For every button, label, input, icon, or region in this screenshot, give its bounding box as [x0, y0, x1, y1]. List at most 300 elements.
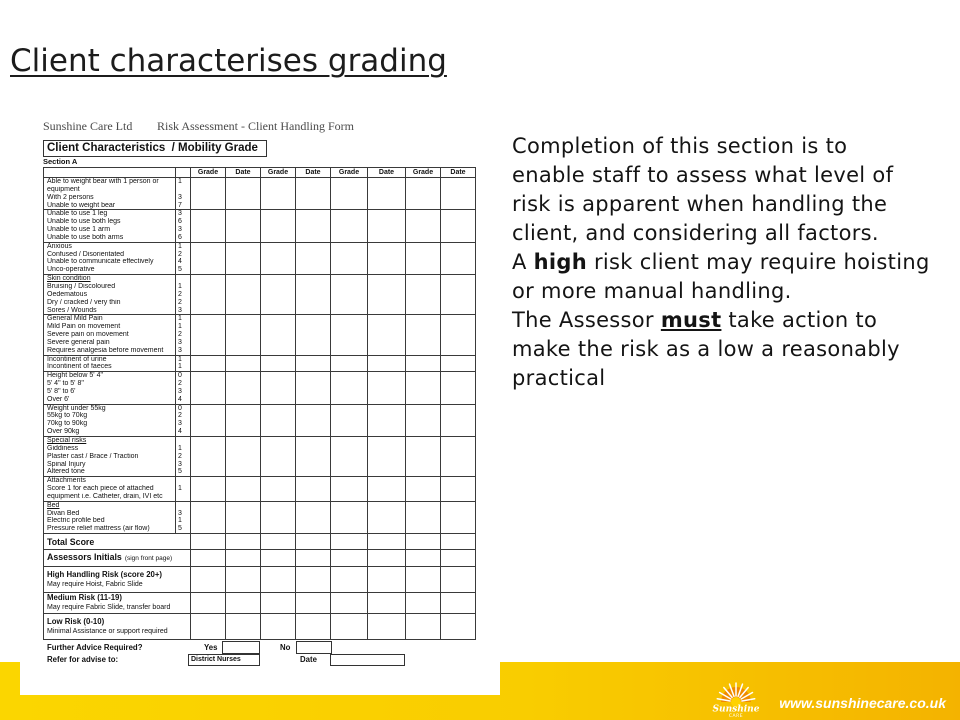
date-entry-cell — [226, 437, 261, 477]
criteria-score: 5 — [178, 266, 182, 274]
criteria-label-cell — [44, 178, 176, 210]
criteria-row — [44, 404, 476, 436]
grade-entry-cell — [261, 550, 296, 567]
criteria-label: Divan Bed — [47, 509, 80, 517]
criteria-score: 1 — [178, 282, 182, 290]
date-entry-cell — [296, 534, 331, 550]
summary-heading — [47, 570, 190, 580]
grade-entry-cell — [406, 614, 441, 640]
date-entry-cell — [296, 477, 331, 502]
criteria-score — [178, 275, 190, 283]
referral-value-box — [188, 654, 260, 666]
criteria-score: 2 — [178, 298, 182, 306]
grade-entry-cell — [261, 178, 296, 210]
grade-entry-cell — [406, 534, 441, 550]
date-entry-cell — [441, 210, 476, 242]
grade-entry-cell — [191, 372, 226, 404]
date-entry-cell — [226, 242, 261, 274]
criteria-score: 3 — [178, 509, 182, 517]
criteria-score — [178, 502, 190, 510]
grade-entry-cell — [261, 372, 296, 404]
criteria-score: 1 — [178, 355, 182, 363]
description-text: The Assessor — [512, 308, 661, 332]
criteria-score: 1 — [178, 242, 182, 250]
date-entry-cell — [296, 437, 331, 477]
criteria-row — [44, 178, 476, 210]
further-advice-no: No — [280, 643, 291, 652]
criteria-label: Pressure relief mattress (air flow) — [47, 525, 150, 533]
grade-entry-cell — [261, 275, 296, 315]
criteria-label: Height below 5' 4" — [47, 372, 103, 380]
criteria-score: 3 — [178, 387, 182, 395]
date-entry-cell — [226, 614, 261, 640]
description-text: client, and considering all factors. — [512, 221, 879, 245]
grade-entry-cell — [331, 501, 368, 533]
referral-date-label: Date — [300, 655, 317, 664]
date-entry-cell — [368, 614, 406, 640]
grade-entry-cell — [331, 404, 368, 436]
criteria-label: Mild Pain on movement — [47, 323, 121, 331]
date-entry-cell — [441, 355, 476, 372]
grade-entry-cell — [331, 315, 368, 355]
criteria-label: Weight under 55kg — [47, 404, 106, 412]
criteria-label-cell — [44, 355, 176, 372]
section-label: Section A — [43, 157, 78, 166]
date-entry-cell — [368, 372, 406, 404]
criteria-label: equipment i.e. Catheter, drain, IVI etc — [47, 492, 163, 500]
date-entry-cell — [441, 315, 476, 355]
criteria-subheading: Special risks — [47, 437, 87, 444]
date-entry-cell — [441, 404, 476, 436]
date-entry-cell — [368, 593, 406, 614]
grade-entry-cell — [261, 404, 296, 436]
criteria-label: Giddiness — [47, 444, 79, 452]
description-text: take action to — [721, 308, 878, 332]
criteria-score-cell — [176, 275, 191, 315]
date-entry-cell — [441, 567, 476, 593]
grade-entry-cell — [261, 315, 296, 355]
criteria-score: 5 — [178, 525, 182, 533]
summary-heading — [47, 617, 190, 627]
referral-label: Refer for advise to: — [47, 655, 119, 664]
description-line — [512, 190, 930, 219]
grade-entry-cell — [261, 355, 296, 372]
criteria-score: 2 — [178, 380, 182, 388]
summary-title: High Handling Risk (score 20+) — [47, 569, 163, 579]
criteria-score: 3 — [178, 338, 182, 346]
criteria-label: Oedematous — [47, 290, 88, 298]
criteria-label: Unable to use both legs — [47, 218, 121, 226]
description-line — [512, 161, 930, 190]
date-entry-cell — [368, 550, 406, 567]
criteria-label: Electric profile bed — [47, 517, 105, 525]
summary-label-cell — [44, 593, 191, 614]
description-line — [512, 219, 930, 248]
grade-entry-cell — [191, 210, 226, 242]
date-entry-cell — [368, 275, 406, 315]
grade-entry-cell — [261, 567, 296, 593]
criteria-label: Unco-operative — [47, 266, 95, 274]
criteria-score: 0 — [178, 404, 182, 412]
summary-row — [44, 614, 476, 640]
criteria-score-cell — [176, 210, 191, 242]
date-entry-cell — [368, 534, 406, 550]
date-entry-cell — [368, 501, 406, 533]
grade-entry-cell — [191, 178, 226, 210]
criteria-score: 4 — [178, 428, 182, 436]
criteria-score: 4 — [178, 258, 182, 266]
date-entry-cell — [296, 501, 331, 533]
yes-checkbox — [222, 641, 260, 654]
grade-entry-cell — [191, 477, 226, 502]
criteria-score: 2 — [178, 250, 182, 258]
date-entry-cell — [441, 242, 476, 274]
criteria-subheading: Skin condition — [47, 275, 91, 283]
summary-label-cell — [44, 534, 191, 550]
criteria-label: 70kg to 90kg — [47, 420, 88, 428]
criteria-row — [44, 242, 476, 274]
referral-date-box — [330, 654, 405, 666]
date-entry-cell — [296, 210, 331, 242]
description-line — [512, 248, 930, 277]
criteria-subheading: Bed — [47, 501, 60, 509]
summary-label-cell — [44, 567, 191, 593]
criteria-label: Over 6' — [47, 395, 70, 403]
date-entry-cell — [226, 210, 261, 242]
description-text: A — [512, 250, 534, 274]
date-entry-cell — [296, 372, 331, 404]
grade-entry-cell — [261, 477, 296, 502]
description-text: Completion of this section is to — [512, 134, 848, 158]
grade-entry-cell — [406, 372, 441, 404]
date-entry-cell — [368, 178, 406, 210]
criteria-label: Bruising / Discoloured — [47, 282, 116, 290]
criteria-score: 3 — [178, 226, 182, 234]
criteria-row — [44, 275, 476, 315]
date-entry-cell — [226, 534, 261, 550]
grade-entry-cell — [191, 275, 226, 315]
criteria-label-cell — [44, 210, 176, 242]
criteria-score-cell — [176, 178, 191, 210]
description-text: make the risk as a low a reasonably — [512, 337, 900, 361]
criteria-row — [44, 355, 476, 372]
form-document-title: Risk Assessment - Client Handling Form — [157, 119, 355, 133]
column-header-date: Date — [441, 168, 476, 178]
criteria-label: Unable to use 1 arm — [47, 226, 111, 234]
grade-entry-cell — [191, 355, 226, 372]
grade-entry-cell — [331, 593, 368, 614]
grade-entry-cell — [191, 242, 226, 274]
criteria-row — [44, 501, 476, 533]
criteria-label: 55kg to 70kg — [47, 412, 88, 420]
criteria-label: Over 90kg — [47, 428, 80, 436]
grade-entry-cell — [191, 404, 226, 436]
criteria-row — [44, 437, 476, 477]
grid-header-row — [44, 168, 476, 178]
logo-wordmark: Sunshine — [712, 704, 760, 715]
criteria-score-cell — [176, 242, 191, 274]
date-entry-cell — [296, 178, 331, 210]
grade-entry-cell — [261, 210, 296, 242]
criteria-label: Attachments — [47, 477, 86, 485]
date-entry-cell — [441, 372, 476, 404]
form-company-name: Sunshine Care Ltd — [43, 119, 133, 133]
grade-entry-cell — [261, 614, 296, 640]
criteria-score: 1 — [178, 323, 182, 331]
criteria-label: Score 1 for each piece of attached — [47, 485, 154, 493]
criteria-label: 5' 8" to 6' — [47, 387, 76, 395]
criteria-label: 5' 4" to 5' 8" — [47, 380, 84, 388]
criteria-label: Severe general pain — [47, 338, 110, 346]
criteria-label-cell — [44, 477, 176, 502]
grade-entry-cell — [331, 614, 368, 640]
summary-heading — [47, 537, 190, 547]
criteria-label-cell — [44, 242, 176, 274]
date-entry-cell — [296, 242, 331, 274]
criteria-score — [178, 437, 190, 445]
grade-entry-cell — [406, 404, 441, 436]
criteria-label: With 2 persons — [47, 193, 94, 201]
criteria-row — [44, 372, 476, 404]
date-entry-cell — [441, 534, 476, 550]
criteria-score-cell — [176, 404, 191, 436]
criteria-score: 3 — [178, 210, 182, 218]
grade-entry-cell — [331, 210, 368, 242]
criteria-score: 3 — [178, 460, 182, 468]
criteria-label: Incontinent of urine — [47, 355, 107, 363]
date-entry-cell — [226, 477, 261, 502]
criteria-label: Unable to weight bear — [47, 201, 116, 209]
date-entry-cell — [296, 550, 331, 567]
grid-body — [44, 178, 476, 640]
criteria-score — [178, 493, 190, 501]
date-entry-cell — [441, 275, 476, 315]
summary-row — [44, 593, 476, 614]
grade-entry-cell — [331, 437, 368, 477]
criteria-score: 7 — [178, 201, 182, 209]
grade-entry-cell — [406, 437, 441, 477]
date-entry-cell — [368, 315, 406, 355]
column-header-date: Date — [226, 168, 261, 178]
date-entry-cell — [441, 501, 476, 533]
criteria-label: General Mild Pain — [47, 315, 103, 323]
date-entry-cell — [226, 593, 261, 614]
description-text: risk is apparent when handling the — [512, 192, 888, 216]
criteria-score: 2 — [178, 331, 182, 339]
header-blank-cell — [176, 168, 191, 178]
assessment-grid — [43, 167, 476, 640]
grade-entry-cell — [406, 178, 441, 210]
date-entry-cell — [296, 567, 331, 593]
criteria-score: 2 — [178, 290, 182, 298]
criteria-label-cell — [44, 372, 176, 404]
footer-website-url: www.sunshinecare.co.uk — [779, 695, 946, 711]
grade-entry-cell — [331, 275, 368, 315]
date-entry-cell — [226, 178, 261, 210]
criteria-label: Sores / Wounds — [47, 306, 97, 314]
grade-entry-cell — [191, 593, 226, 614]
grade-entry-cell — [331, 567, 368, 593]
description-line — [512, 364, 930, 393]
grade-entry-cell — [406, 242, 441, 274]
grade-entry-cell — [191, 550, 226, 567]
date-entry-cell — [441, 437, 476, 477]
criteria-score-cell — [176, 437, 191, 477]
date-entry-cell — [296, 355, 331, 372]
grade-entry-cell — [191, 534, 226, 550]
criteria-score: 3 — [178, 193, 182, 201]
date-entry-cell — [368, 567, 406, 593]
grade-entry-cell — [261, 437, 296, 477]
criteria-label-cell — [44, 404, 176, 436]
grade-entry-cell — [261, 534, 296, 550]
date-entry-cell — [441, 593, 476, 614]
criteria-score-cell — [176, 501, 191, 533]
summary-title: Total Score — [47, 536, 95, 547]
further-advice-yes: Yes — [204, 643, 218, 652]
criteria-row — [44, 315, 476, 355]
column-header-grade: Grade — [331, 168, 368, 178]
summary-label-cell — [44, 614, 191, 640]
date-entry-cell — [296, 275, 331, 315]
summary-heading — [47, 552, 190, 564]
criteria-label: Spinal Injury — [47, 460, 86, 468]
criteria-score: 1 — [178, 485, 182, 493]
date-entry-cell — [226, 275, 261, 315]
grade-entry-cell — [191, 437, 226, 477]
criteria-score-cell — [176, 355, 191, 372]
grade-entry-cell — [406, 275, 441, 315]
date-entry-cell — [441, 614, 476, 640]
column-header-grade: Grade — [261, 168, 296, 178]
criteria-label: Confused / Disorientated — [47, 250, 125, 258]
summary-title: Medium Risk (11-19) — [47, 593, 122, 603]
logo-subtitle: CARE — [728, 714, 744, 719]
description-line — [512, 277, 930, 306]
criteria-label: Plaster cast / Brace / Traction — [47, 452, 139, 460]
criteria-label: Unable to communicate effectively — [47, 258, 154, 266]
criteria-score: 2 — [178, 412, 182, 420]
date-entry-cell — [368, 477, 406, 502]
grade-entry-cell — [406, 567, 441, 593]
description-text: or more manual handling. — [512, 279, 792, 303]
description-text-block — [512, 132, 930, 393]
criteria-label: Anxious — [47, 242, 72, 250]
criteria-score: 6 — [178, 218, 182, 226]
criteria-score: 3 — [178, 306, 182, 314]
date-entry-cell — [296, 593, 331, 614]
criteria-label-cell — [44, 275, 176, 315]
summary-row — [44, 534, 476, 550]
emphasis-must: must — [660, 308, 722, 332]
description-line — [512, 132, 930, 161]
criteria-label-cell — [44, 315, 176, 355]
grade-entry-cell — [261, 593, 296, 614]
criteria-label-cell — [44, 501, 176, 533]
criteria-score-cell — [176, 315, 191, 355]
description-line — [512, 306, 930, 335]
grade-entry-cell — [406, 355, 441, 372]
summary-title: Low Risk (0-10) — [47, 616, 105, 626]
description-text: practical — [512, 366, 606, 390]
description-text: risk client may require hoisting — [587, 250, 930, 274]
grade-entry-cell — [331, 534, 368, 550]
criteria-score — [178, 477, 190, 485]
date-entry-cell — [296, 404, 331, 436]
criteria-score-cell — [176, 372, 191, 404]
no-checkbox — [296, 641, 332, 654]
grade-entry-cell — [191, 315, 226, 355]
criteria-score-cell — [176, 477, 191, 502]
date-entry-cell — [368, 242, 406, 274]
criteria-label: Incontinent of faeces — [47, 363, 112, 371]
criteria-score: 3 — [178, 346, 182, 354]
column-header-date: Date — [368, 168, 406, 178]
criteria-label-cell — [44, 437, 176, 477]
grade-entry-cell — [331, 242, 368, 274]
criteria-label: Altered tone — [47, 468, 85, 476]
date-entry-cell — [226, 372, 261, 404]
date-entry-cell — [226, 315, 261, 355]
criteria-score: 0 — [178, 372, 182, 380]
criteria-label: Unable to use both arms — [47, 233, 124, 241]
date-entry-cell — [296, 315, 331, 355]
summary-heading — [47, 593, 190, 603]
date-entry-cell — [226, 567, 261, 593]
date-entry-cell — [226, 404, 261, 436]
summary-row — [44, 567, 476, 593]
date-entry-cell — [441, 178, 476, 210]
criteria-score: 1 — [178, 517, 182, 525]
grade-entry-cell — [406, 315, 441, 355]
grade-entry-cell — [261, 242, 296, 274]
criteria-score: 1 — [178, 178, 182, 185]
criteria-score — [178, 186, 190, 194]
criteria-score: 3 — [178, 420, 182, 428]
column-header-grade: Grade — [191, 168, 226, 178]
criteria-label: equipment — [47, 185, 80, 193]
column-header-date: Date — [296, 168, 331, 178]
summary-title: Assessors Initials — [47, 552, 122, 563]
date-entry-cell — [226, 355, 261, 372]
criteria-score: 5 — [178, 468, 182, 476]
criteria-row — [44, 477, 476, 502]
description-text: enable staff to assess what level of — [512, 163, 894, 187]
date-entry-cell — [368, 355, 406, 372]
criteria-score: 2 — [178, 452, 182, 460]
date-entry-cell — [226, 501, 261, 533]
summary-row — [44, 550, 476, 567]
slide-title: Client characterises grading — [10, 43, 447, 79]
form-heading-box: Client Characteristics / Mobility Grade — [43, 140, 267, 157]
summary-label-cell — [44, 550, 191, 567]
criteria-label: Severe pain on movement — [47, 331, 129, 339]
date-entry-cell — [368, 404, 406, 436]
criteria-score: 1 — [178, 315, 182, 323]
date-entry-cell — [441, 550, 476, 567]
grade-entry-cell — [331, 372, 368, 404]
criteria-label: Dry / cracked / very thin — [47, 298, 121, 306]
grade-entry-cell — [331, 355, 368, 372]
grade-entry-cell — [261, 501, 296, 533]
date-entry-cell — [441, 477, 476, 502]
grade-entry-cell — [331, 178, 368, 210]
criteria-label: Able to weight bear with 1 person or — [47, 178, 159, 185]
grade-entry-cell — [406, 593, 441, 614]
grade-entry-cell — [406, 477, 441, 502]
column-header-grade: Grade — [406, 168, 441, 178]
summary-note: (sign front page) — [124, 555, 173, 563]
